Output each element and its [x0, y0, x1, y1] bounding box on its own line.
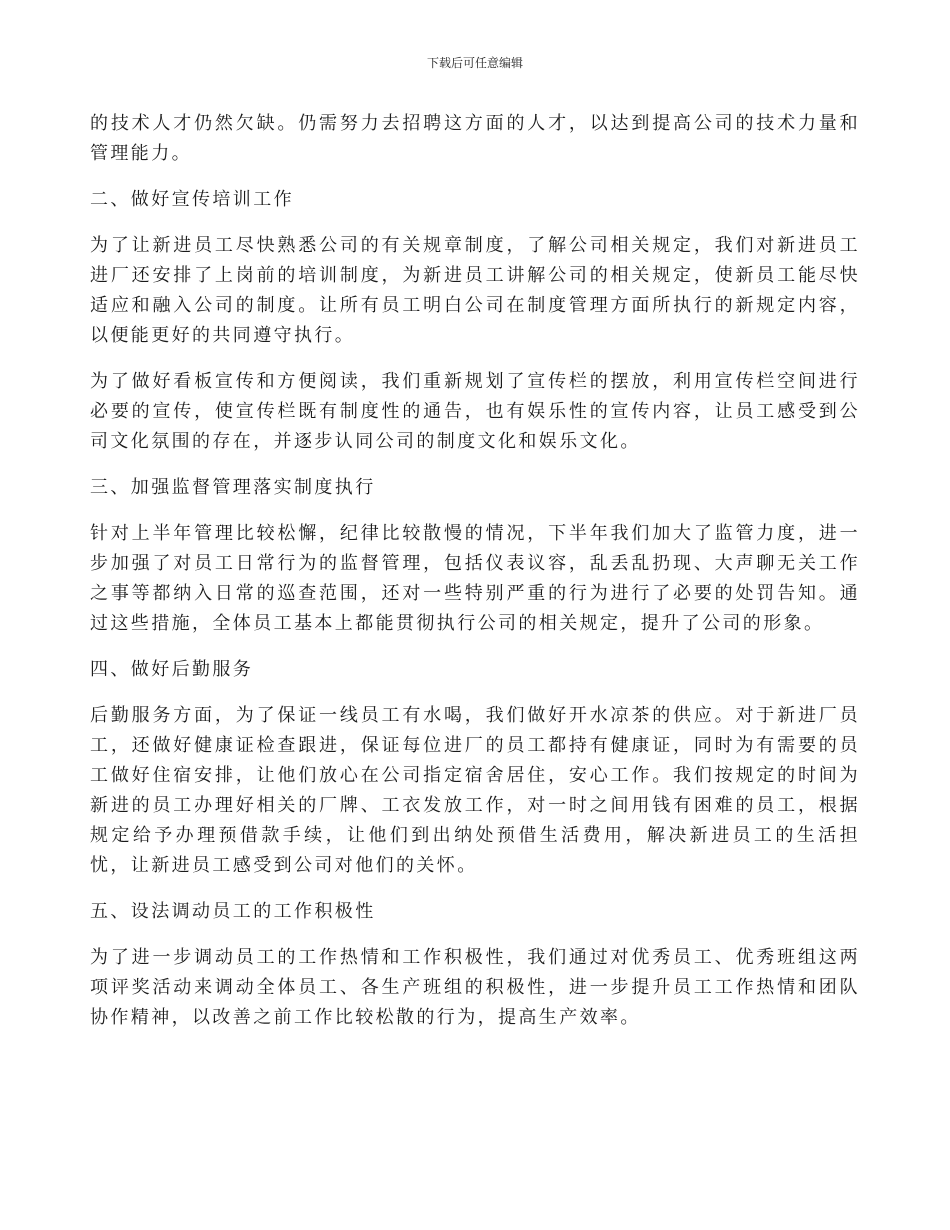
- section-heading: 四、做好后勤服务: [90, 659, 254, 680]
- paragraph: 的技术人才仍然欠缺。仍需努力去招聘这方面的人才，以达到提高公司的技术力量和管理能力。: [90, 113, 860, 164]
- page-header: 下载后可任意编辑: [426, 56, 523, 70]
- document-body: [90, 109, 860, 1049]
- paragraph: 为了做好看板宣传和方便阅读，我们重新规划了宣传栏的摆放，利用宣传栏空间进行必要的宣传，使宣传栏既有制度性的通告，也有娱乐性的宣传内容，让员工感受到公司文化氛围的存在，并逐步认同公司的制度文化和娱乐文化。: [90, 371, 860, 452]
- section-heading: 三、加强监督管理落实制度执行: [90, 477, 376, 498]
- paragraph: 后勤服务方面，为了保证一线员工有水喝，我们做好开水凉茶的供应。对于新进厂员工，还做好健康证检查跟进，保证每位进厂的员工都持有健康证，同时为有需要的员工做好住宿安排，让他们放心在公司指定宿舍居住，安心工作。我们按规定的时间为新进的员工办理好相关的厂牌、工衣发放工作，对一时之间用钱有困难的员工，根据规定给予办理预借款手续，让他们到出纳处预借生活费用，解决新进员工的生活担忧，让新进员工感受到公司对他们的关怀。: [90, 705, 860, 876]
- paragraph: 为了进一步调动员工的工作热情和工作积极性，我们通过对优秀员工、优秀班组这两项评奖活动来调动全体员工、各生产班组的积极性，进一步提升员工工作热情和团队协作精神，以改善之前工作比较松散的行为，提高生产效率。: [90, 947, 860, 1028]
- paragraph: 为了让新进员工尽快熟悉公司的有关规章制度，了解公司相关规定，我们对新进员工进厂还安排了上岗前的培训制度，为新进员工讲解公司的相关规定，使新员工能尽快适应和融入公司的制度。让所有员工明白公司在制度管理方面所执行的新规定内容，以便能更好的共同遵守执行。: [90, 235, 860, 346]
- section-heading: 二、做好宣传培训工作: [90, 189, 294, 210]
- paragraph: 针对上半年管理比较松懈，纪律比较散慢的情况，下半年我们加大了监管力度，进一步加强了对员工日常行为的监督管理，包括仪表议容，乱丢乱扔现、大声聊无关工作之事等都纳入日常的巡查范围，还对一些特别严重的行为进行了必要的处罚告知。通过这些措施，全体员工基本上都能贯彻执行公司的相关规定，提升了公司的形象。: [90, 523, 860, 634]
- section-heading: 五、设法调动员工的工作积极性: [90, 901, 376, 922]
